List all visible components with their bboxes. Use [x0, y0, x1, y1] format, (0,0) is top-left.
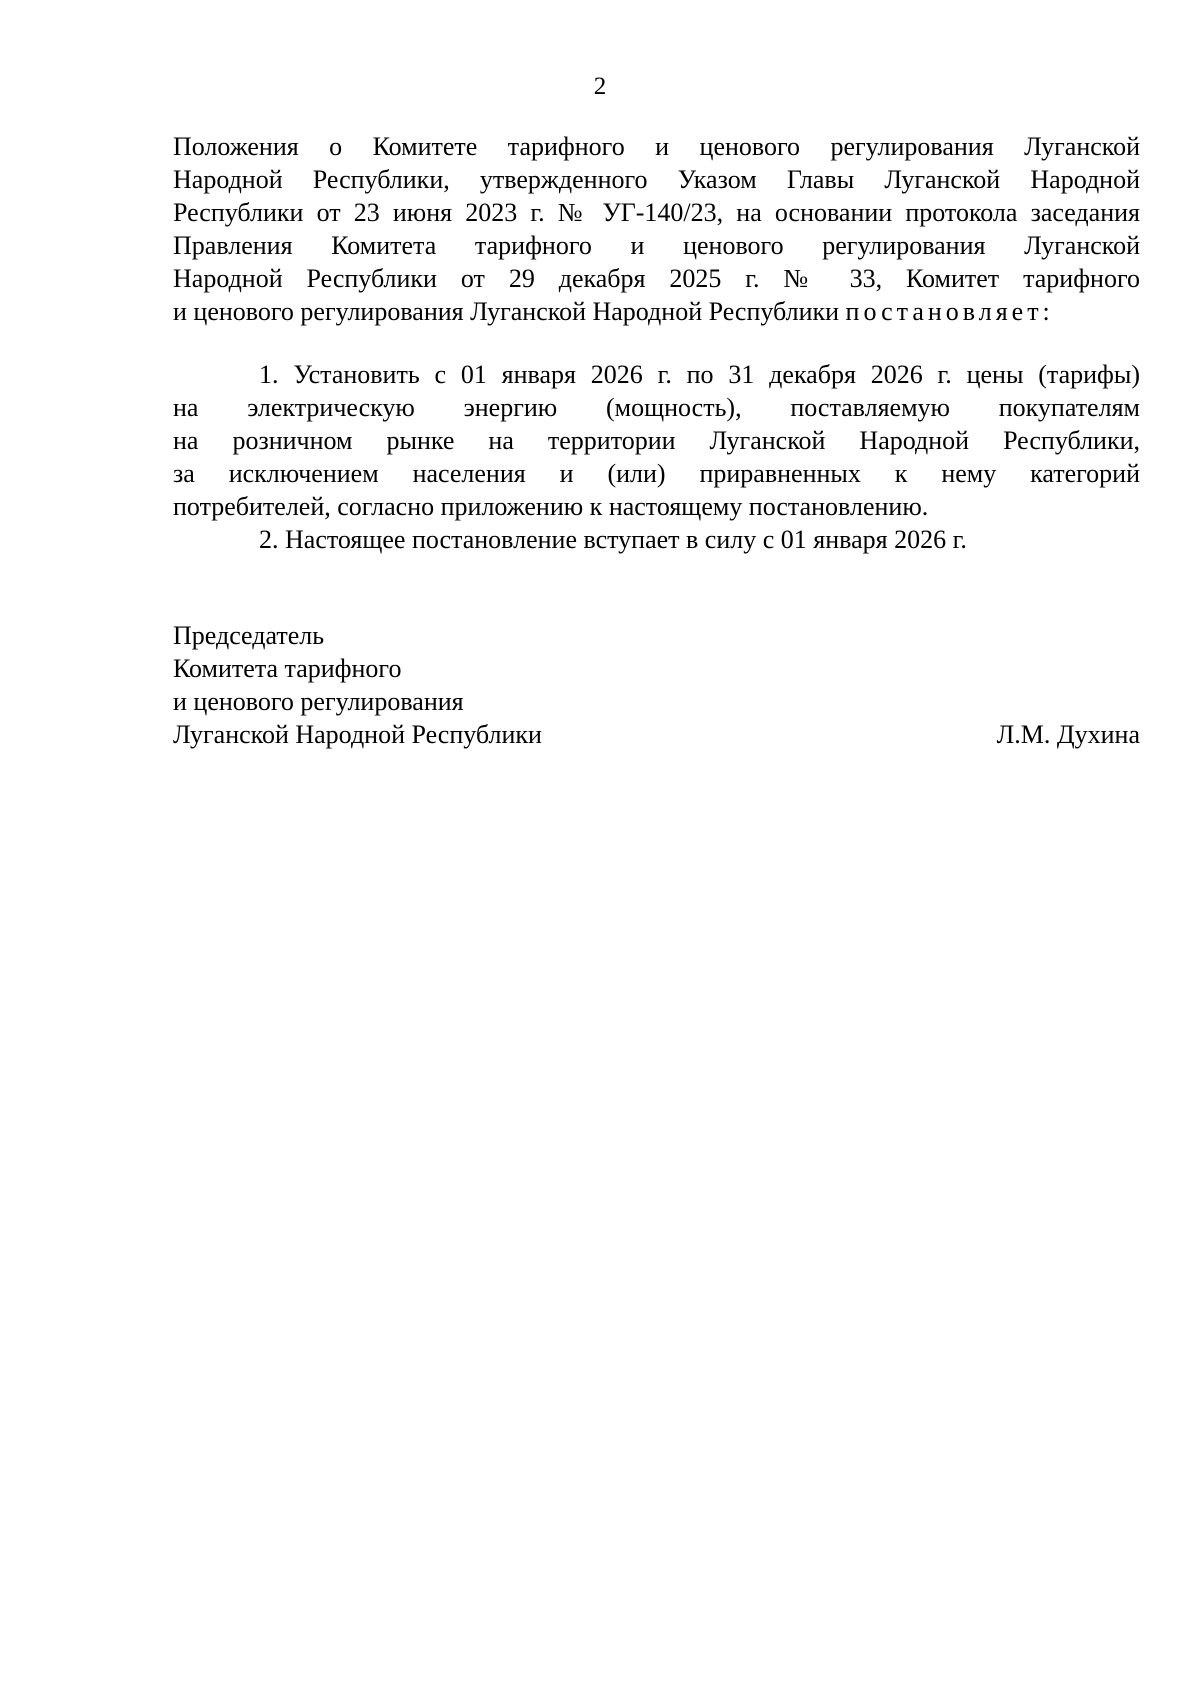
- resolves-keyword: постановляет:: [845, 297, 1054, 326]
- page-number: 2: [593, 73, 607, 100]
- intro-last-line-text: и ценового регулирования Луганской Народной Республики: [173, 297, 846, 326]
- item-1-line: потребителей, согласно приложению к настоящему постановлению.: [173, 492, 929, 521]
- signer-position-line: Комитета тарифного: [173, 654, 402, 683]
- intro-line: Положения о Комитете тарифного и ценового регулирования Луганской: [173, 132, 1140, 161]
- signer-position-line: и ценового регулирования: [173, 687, 464, 716]
- item-2-line: 2. Настоящее постановление вступает в силу с 01 января 2026 г.: [259, 525, 967, 554]
- intro-line: Республики от 23 июня 2023 г. № УГ-140/23, на основании протокола заседания: [173, 198, 1140, 227]
- signer-position-line: Председатель: [173, 621, 325, 650]
- item-1-line: за исключением населения и (или) приравненных к нему категорий: [173, 459, 1140, 488]
- intro-line: Правления Комитета тарифного и ценового регулирования Луганской: [173, 231, 1140, 260]
- signature-block: [173, 619, 1140, 751]
- signer-position-line: Луганской Народной Республики: [173, 720, 542, 749]
- item-1-line: на электрическую энергию (мощность), поставляемую покупателям: [173, 393, 1140, 422]
- intro-line: Народной Республики от 29 декабря 2025 г. № 33, Комитет тарифного: [173, 264, 1140, 293]
- intro-last-line: [173, 295, 1140, 328]
- item-1-line: 1. Установить с 01 января 2026 г. по 31 декабря 2026 г. цены (тарифы): [259, 360, 1140, 389]
- intro-line: Народной Республики, утвержденного Указом Главы Луганской Народной: [173, 165, 1140, 194]
- signer-name: Л.М. Духина: [996, 720, 1140, 749]
- intro-paragraph: [173, 130, 1140, 328]
- item-2-paragraph: [173, 523, 1140, 556]
- item-1-line: на розничном рынке на территории Луганской Народной Республики,: [173, 426, 1140, 455]
- item-1-paragraph: [173, 358, 1140, 523]
